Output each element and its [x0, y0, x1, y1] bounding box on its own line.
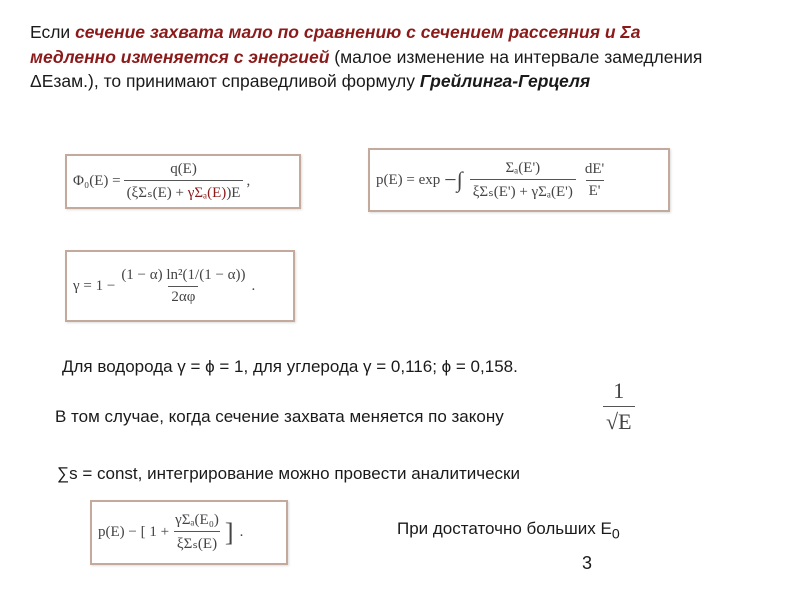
hydrogen-carbon-values: Для водорода γ = ϕ = 1, для углерода γ = 0,116; ϕ = 0,158. — [62, 357, 518, 376]
subscript: 0 — [611, 526, 620, 543]
numerator: γΣₐ(E₀) — [175, 512, 219, 528]
denominator: ξΣₛ(E) — [174, 531, 220, 553]
denominator: E' — [586, 180, 604, 200]
formula-lhs: γ = 1 − — [73, 277, 116, 294]
denominator: √E — [603, 406, 635, 435]
fraction — [603, 378, 635, 435]
bracket: ] — [224, 517, 234, 547]
flux-formula — [65, 154, 301, 209]
fraction-2 — [582, 161, 607, 200]
large-energy-label: При достаточно больших E — [397, 519, 612, 538]
den-part: (ξΣₛ(E) + — [126, 185, 188, 201]
numerator: q(E) — [170, 161, 197, 177]
numerator: dE' — [584, 160, 605, 177]
comma: , — [246, 173, 251, 189]
intro-paragraph — [30, 20, 730, 94]
period: . — [239, 524, 244, 540]
denominator — [124, 180, 244, 202]
fraction — [118, 267, 248, 306]
escape-probability-formula — [368, 148, 670, 212]
capture-law-text: В том случае, когда сечение захвата меняется по закону — [55, 407, 504, 426]
fraction — [470, 160, 576, 201]
fraction — [172, 512, 222, 553]
page-number: 3 — [582, 553, 593, 573]
intro-text: Если — [30, 22, 76, 42]
den-part: )E — [226, 185, 241, 201]
den-part-red: γΣₐ(E) — [187, 185, 227, 201]
formula-lhs: Φ₀(E) = — [73, 173, 121, 189]
formula-lhs: p(E) − [ 1 + — [98, 524, 170, 540]
integral-sign: −∫ — [444, 167, 463, 192]
const-text: ∑s = const, интегрирование можно провести аналитически — [57, 464, 520, 483]
analytic-formula — [90, 500, 288, 565]
denominator: 2αφ — [168, 286, 198, 306]
intro-highlight: сечение захвата мало по сравнению с сечением рассеяния и Σа медленно изменяется с энергией — [30, 22, 641, 67]
denominator: ξΣₛ(E') + γΣₐ(E') — [470, 179, 576, 201]
formula-lhs: p(E) = exp — [376, 171, 441, 188]
large-energy-text — [397, 519, 620, 542]
formula-name: Грейлинга-Герцеля — [419, 71, 591, 91]
period: . — [251, 277, 256, 294]
intro-text-2: (малое изменение на интервале замедления ΔЕзам.), то принимают справедливой формулу — [30, 46, 703, 91]
fraction — [124, 161, 244, 202]
inverse-sqrt-formula — [600, 378, 638, 435]
numerator: Σₐ(E') — [505, 159, 541, 176]
gamma-formula — [65, 250, 295, 322]
numerator: 1 — [613, 378, 625, 403]
numerator: (1 − α) ln²(1/(1 − α)) — [121, 266, 246, 283]
